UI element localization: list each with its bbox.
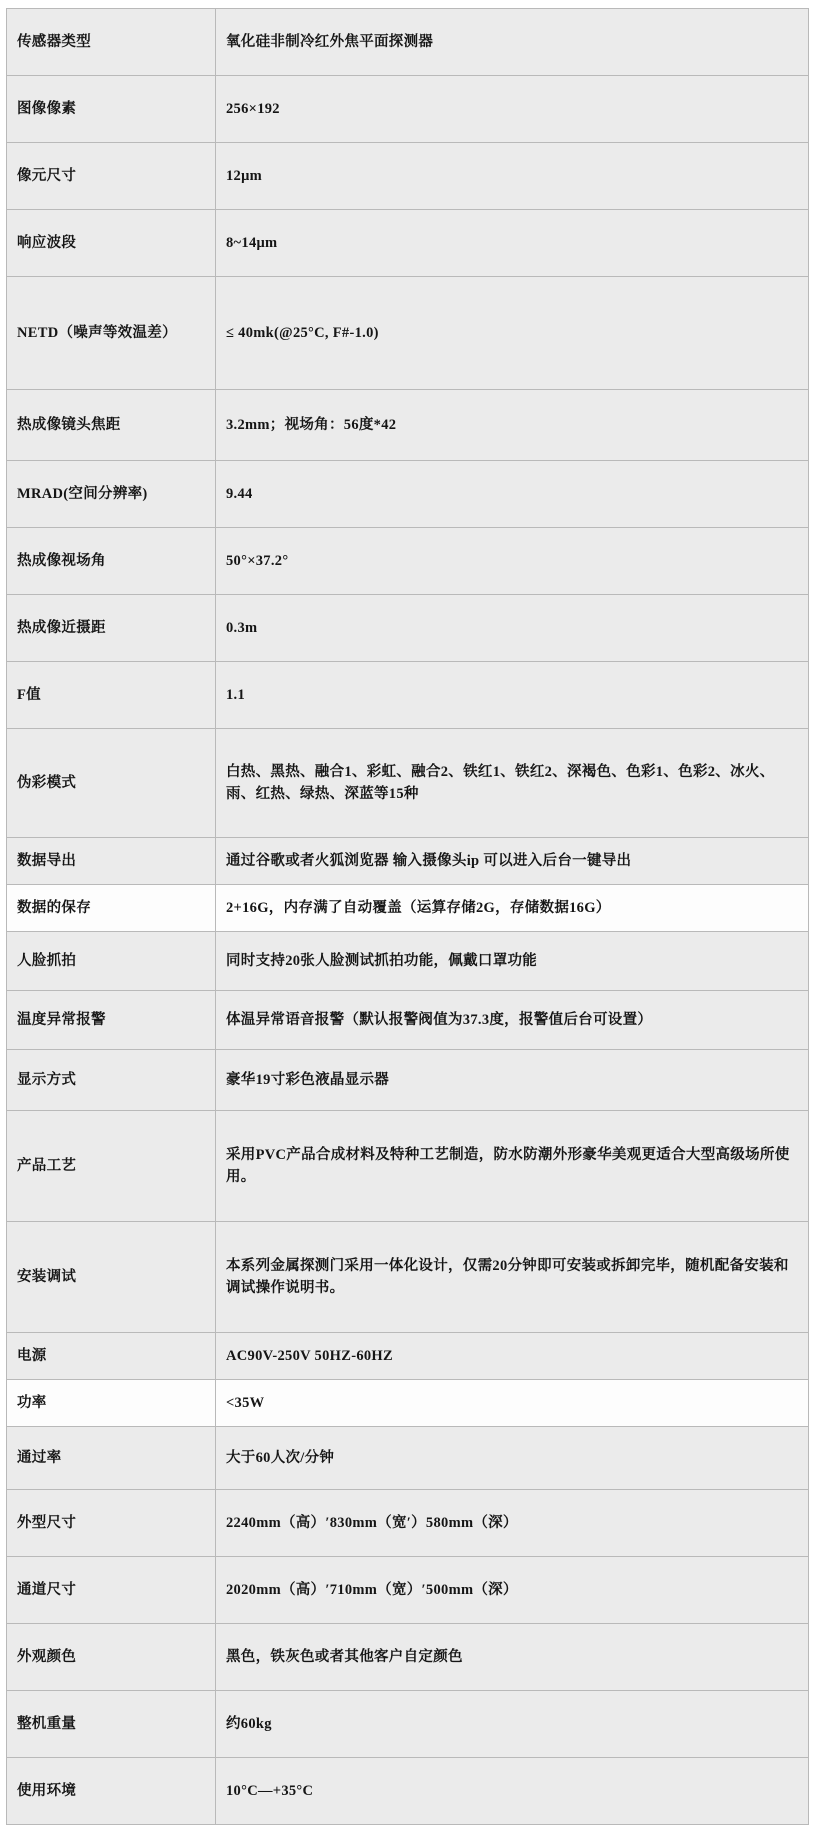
table-row: [7, 1624, 809, 1691]
row-value: 9.44: [216, 461, 809, 528]
table-body: [7, 9, 809, 1825]
table-row: [7, 76, 809, 143]
table-row: [7, 528, 809, 595]
table-row: [7, 991, 809, 1050]
specification-table: [6, 8, 809, 1825]
table-row: [7, 595, 809, 662]
row-value: 采用PVC产品合成材料及特种工艺制造，防水防潮外形豪华美观更适合大型高级场所使用。: [216, 1111, 809, 1222]
row-label: 传感器类型: [7, 9, 216, 76]
row-label: 响应波段: [7, 210, 216, 277]
table-row: [7, 885, 809, 932]
row-value: 同时支持20张人脸测试抓拍功能，佩戴口罩功能: [216, 932, 809, 991]
row-value: 约60kg: [216, 1691, 809, 1758]
row-label: NETD（噪声等效温差）: [7, 277, 216, 390]
row-value: <35W: [216, 1380, 809, 1427]
row-label: 电源: [7, 1333, 216, 1380]
table-row: [7, 1050, 809, 1111]
row-label: 热成像视场角: [7, 528, 216, 595]
row-label: 数据导出: [7, 838, 216, 885]
row-value: 2240mm（高）′830mm（宽′）580mm（深）: [216, 1490, 809, 1557]
row-label: 图像像素: [7, 76, 216, 143]
row-value: 2020mm（高）′710mm（宽）′500mm（深）: [216, 1557, 809, 1624]
row-value: 10°C—+35°C: [216, 1758, 809, 1825]
table-row: [7, 1490, 809, 1557]
row-label: 安装调试: [7, 1222, 216, 1333]
row-label: 热成像镜头焦距: [7, 390, 216, 461]
table-row: [7, 1758, 809, 1825]
table-row: [7, 1557, 809, 1624]
row-value: 本系列金属探测门采用一体化设计，仅需20分钟即可安装或拆卸完毕，随机配备安装和调试操作说明书。: [216, 1222, 809, 1333]
row-label: 数据的保存: [7, 885, 216, 932]
row-value: 黑色，铁灰色或者其他客户自定颜色: [216, 1624, 809, 1691]
row-label: 人脸抓拍: [7, 932, 216, 991]
table-row: [7, 210, 809, 277]
row-value: ≤ 40mk(@25°C, F#-1.0): [216, 277, 809, 390]
row-value: 8~14μm: [216, 210, 809, 277]
row-value: 12μm: [216, 143, 809, 210]
table-row: [7, 729, 809, 838]
row-label: 外型尺寸: [7, 1490, 216, 1557]
row-value: 体温异常语音报警（默认报警阀值为37.3度，报警值后台可设置）: [216, 991, 809, 1050]
row-label: 显示方式: [7, 1050, 216, 1111]
row-label: 使用环境: [7, 1758, 216, 1825]
table-row: [7, 932, 809, 991]
table-row: [7, 662, 809, 729]
row-value: 大于60人次/分钟: [216, 1427, 809, 1490]
table-row: [7, 1333, 809, 1380]
row-label: 通过率: [7, 1427, 216, 1490]
row-label: 外观颜色: [7, 1624, 216, 1691]
row-value: 通过谷歌或者火狐浏览器 输入摄像头ip 可以进入后台一键导出: [216, 838, 809, 885]
row-label: 热成像近摄距: [7, 595, 216, 662]
row-value: 1.1: [216, 662, 809, 729]
table-row: [7, 277, 809, 390]
table-row: [7, 1222, 809, 1333]
row-label: 伪彩模式: [7, 729, 216, 838]
row-label: MRAD(空间分辨率): [7, 461, 216, 528]
row-label: 像元尺寸: [7, 143, 216, 210]
table-row: [7, 838, 809, 885]
table-row: [7, 1380, 809, 1427]
table-row: [7, 461, 809, 528]
row-value: 氧化硅非制冷红外焦平面探测器: [216, 9, 809, 76]
row-value: 2+16G，内存满了自动覆盖（运算存储2G，存储数据16G）: [216, 885, 809, 932]
row-value: 0.3m: [216, 595, 809, 662]
table-row: [7, 1427, 809, 1490]
table-row: [7, 9, 809, 76]
row-value: 256×192: [216, 76, 809, 143]
table-row: [7, 1691, 809, 1758]
table-row: [7, 143, 809, 210]
row-value: 3.2mm；视场角：56度*42: [216, 390, 809, 461]
table-row: [7, 390, 809, 461]
table-row: [7, 1111, 809, 1222]
row-label: 温度异常报警: [7, 991, 216, 1050]
row-label: 功率: [7, 1380, 216, 1427]
row-value: 白热、黑热、融合1、彩虹、融合2、铁红1、铁红2、深褐色、色彩1、色彩2、冰火、雨、红热、绿热、深蓝等15种: [216, 729, 809, 838]
row-label: 通道尺寸: [7, 1557, 216, 1624]
row-value: 豪华19寸彩色液晶显示器: [216, 1050, 809, 1111]
row-value: 50°×37.2°: [216, 528, 809, 595]
row-label: 产品工艺: [7, 1111, 216, 1222]
row-value: AC90V-250V 50HZ-60HZ: [216, 1333, 809, 1380]
row-label: 整机重量: [7, 1691, 216, 1758]
row-label: F值: [7, 662, 216, 729]
